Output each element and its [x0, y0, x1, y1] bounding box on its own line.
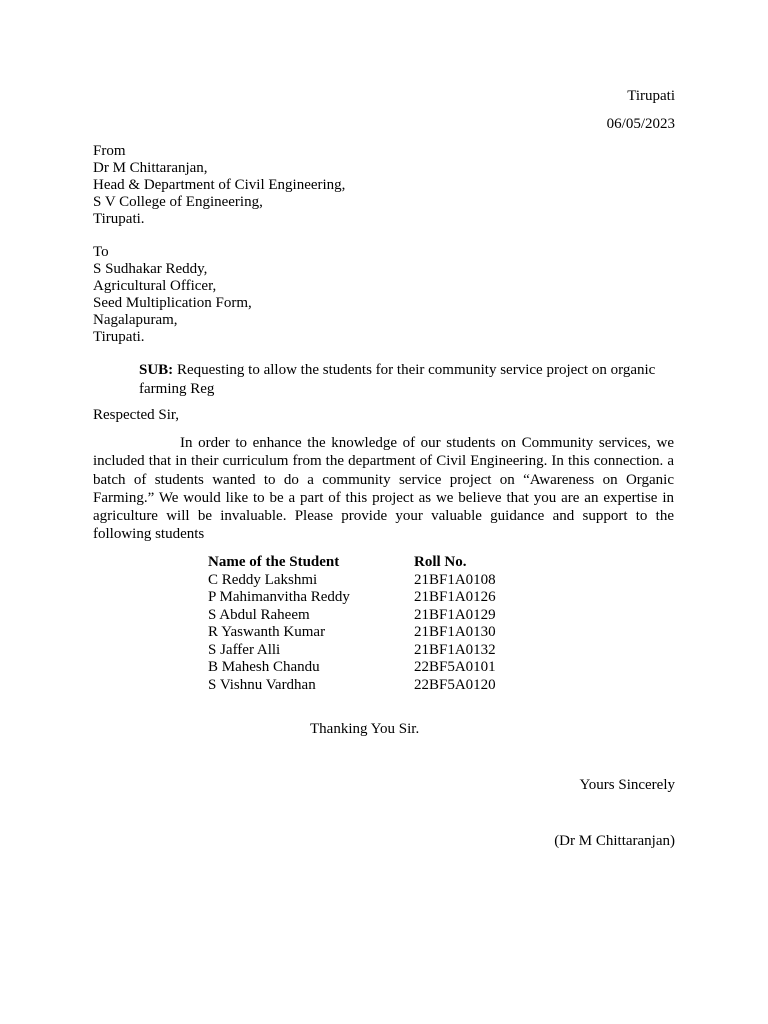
- to-address-block: [93, 244, 252, 346]
- to-line: S Sudhakar Reddy,: [93, 261, 208, 277]
- from-line: Tirupati.: [93, 211, 145, 227]
- table-row: [208, 624, 496, 642]
- table-row: [208, 677, 496, 695]
- table-header-row: [208, 554, 496, 572]
- signatory-name: (Dr M Chittaranjan): [554, 833, 675, 849]
- student-roll: 21BF1A0130: [414, 624, 496, 640]
- student-roll: 21BF1A0126: [414, 589, 496, 605]
- table-row: [208, 659, 496, 677]
- salutation: Respected Sir,: [93, 407, 180, 423]
- student-name: C Reddy Lakshmi: [208, 571, 318, 588]
- sign-off: Yours Sincerely: [579, 777, 675, 793]
- table-row: [208, 607, 496, 625]
- to-label: To: [93, 244, 109, 260]
- subject-line: [139, 361, 679, 399]
- student-name: S Jaffer Alli: [208, 641, 281, 658]
- student-roll: 22BF5A0120: [414, 676, 496, 693]
- student-roll: 21BF1A0129: [414, 606, 496, 623]
- from-line: Head & Department of Civil Engineering,: [93, 177, 346, 193]
- to-line: Nagalapuram,: [93, 312, 178, 328]
- from-line: Dr M Chittaranjan,: [93, 160, 208, 176]
- student-name: R Yaswanth Kumar: [208, 624, 326, 640]
- body-paragraph: In order to enhance the knowledge of our students on Community services, we included that in their curriculum from the department of Civil Engineering. In this connection. a batch of students wanted to do a community service project on “Awareness on Organic Farming.” We would like to be a part of this project as we believe that you are an expertise in agriculture will be invaluable. Please provide your valuable guidance and support to the following students: [93, 435, 674, 543]
- from-line: S V College of Engineering,: [93, 194, 263, 210]
- student-roll: 22BF5A0101: [414, 659, 496, 675]
- letter-place: Tirupati: [627, 88, 675, 104]
- column-header-roll: Roll No.: [414, 554, 467, 570]
- from-address-block: [93, 143, 345, 228]
- subject-label: SUB:: [139, 362, 174, 378]
- to-line: Tirupati.: [93, 329, 145, 345]
- subject-text: Requesting to allow the students for their community service project on organic farming Reg: [139, 362, 656, 397]
- student-name: S Abdul Raheem: [208, 606, 310, 623]
- column-header-name: Name of the Student: [208, 554, 340, 570]
- student-name: P Mahimanvitha Reddy: [208, 589, 350, 605]
- letter-date: 06/05/2023: [606, 116, 675, 132]
- from-label: From: [93, 143, 126, 159]
- student-roll: 21BF1A0132: [414, 641, 496, 658]
- to-line: Agricultural Officer,: [93, 278, 217, 294]
- students-table: [208, 554, 496, 694]
- to-line: Seed Multiplication Form,: [93, 295, 252, 311]
- table-row: [208, 572, 496, 590]
- student-name: B Mahesh Chandu: [208, 659, 320, 675]
- table-row: [208, 589, 496, 607]
- student-roll: 21BF1A0108: [414, 571, 496, 588]
- thanks-line: Thanking You Sir.: [310, 721, 420, 737]
- table-row: [208, 642, 496, 660]
- student-name: S Vishnu Vardhan: [208, 676, 316, 693]
